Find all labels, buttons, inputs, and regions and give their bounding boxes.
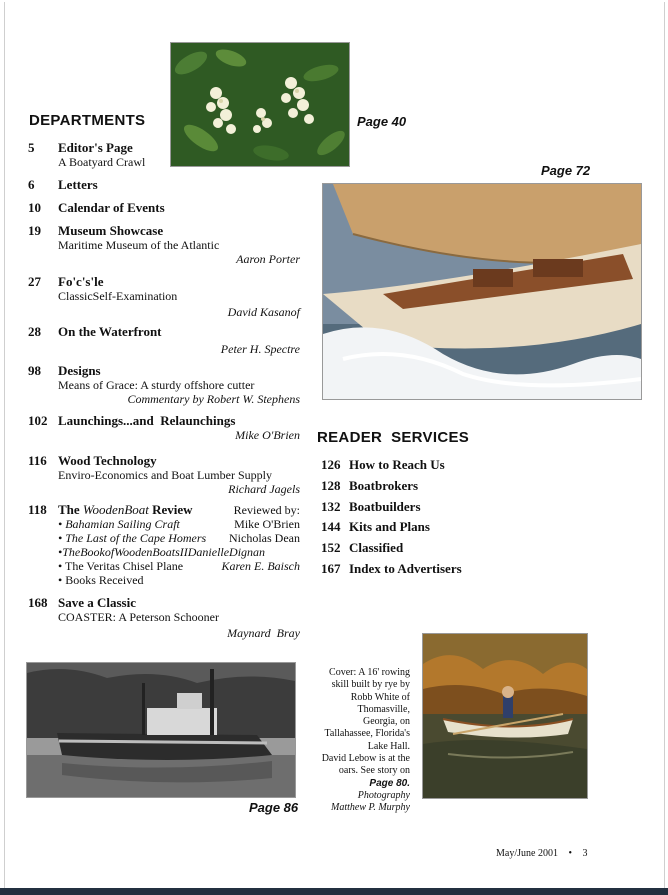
dept-number: 116 — [28, 453, 47, 468]
reader-service-item — [321, 540, 403, 556]
dept-byline: Commentary by Robert W. Stephens — [127, 392, 300, 406]
page-86-label: Page 86 — [249, 800, 299, 815]
dept-title: Fo'c's'le — [58, 274, 104, 289]
cover-caption-line: Robb White of — [350, 691, 410, 703]
dept-title: Wood Technology — [58, 453, 157, 468]
reader-service-label: Kits and Plans — [349, 519, 430, 534]
dept-title: Editor's Page — [58, 140, 133, 155]
dept-number: 28 — [28, 324, 41, 339]
dept-item — [28, 275, 300, 319]
dept-byline: David Kasanof — [227, 305, 300, 319]
dept-title: Calendar of Events — [58, 200, 165, 215]
cover-caption-line: David Lebow is at the — [321, 753, 410, 765]
reader-service-number: 152 — [321, 540, 341, 555]
dept-subtitle: COASTER: A Peterson Schooner — [58, 610, 219, 624]
review-book-title: • Books Received — [58, 573, 144, 587]
review-reviewer: Karen E. Baisch — [221, 559, 300, 573]
dept-number: 6 — [28, 177, 35, 192]
dept-item — [28, 454, 300, 496]
reader-service-number: 132 — [321, 499, 341, 514]
review-title-italic: WoodenBoat — [82, 502, 149, 517]
window-bottom-bar — [0, 888, 668, 895]
dept-byline: Peter H. Spectre — [220, 342, 300, 356]
dept-item — [28, 141, 300, 169]
cover-caption-line: Lake Hall. — [367, 740, 410, 752]
dept-number: 10 — [28, 200, 41, 215]
tugboat-photo — [26, 662, 296, 798]
photo-credit-name: Matthew P. Murphy — [331, 802, 410, 814]
reader-service-item — [321, 519, 430, 535]
dept-byline: Richard Jagels — [228, 482, 300, 496]
dept-byline: Aaron Porter — [236, 252, 300, 266]
cover-caption — [312, 667, 410, 815]
review-item — [28, 573, 300, 587]
save-classic-section — [28, 596, 300, 640]
page-number: 3 — [582, 848, 588, 859]
reader-service-number: 144 — [321, 519, 341, 534]
reader-service-number: 167 — [321, 561, 341, 576]
dept-item — [28, 201, 300, 215]
review-book-title: •TheBookofWoodenBoatsIIDanielleDignan — [58, 545, 266, 559]
review-item — [28, 517, 300, 531]
reader-service-item — [321, 457, 445, 473]
dept-item — [28, 325, 300, 356]
sailboat-photo — [322, 183, 642, 400]
review-book-title: • The Veritas Chisel Plane — [58, 559, 184, 573]
review-item — [28, 545, 300, 559]
page-40-label: Page 40 — [357, 114, 407, 129]
dept-number: 27 — [28, 274, 41, 289]
departments-heading: DEPARTMENTS — [29, 112, 146, 129]
review-item — [28, 531, 300, 545]
review-number: 118 — [28, 502, 47, 517]
dept-title: Save a Classic — [58, 595, 136, 610]
review-title-pre: The — [58, 502, 83, 517]
review-item — [28, 559, 300, 573]
dept-number: 102 — [28, 413, 48, 428]
dept-item — [28, 224, 300, 266]
dept-item — [28, 178, 300, 192]
dept-subtitle: Maritime Museum of the Atlantic — [58, 238, 220, 252]
reader-service-label: Index to Advertisers — [349, 561, 462, 576]
cover-caption-line: oars. See story on — [338, 765, 410, 777]
reader-service-number: 126 — [321, 457, 341, 472]
reader-service-item — [321, 478, 418, 494]
review-reviewer: Nicholas Dean — [229, 531, 300, 545]
dept-subtitle: A Boatyard Crawl — [58, 155, 146, 169]
dept-number: 19 — [28, 223, 41, 238]
reader-service-label: How to Reach Us — [349, 457, 445, 472]
reader-service-label: Boatbrokers — [349, 478, 419, 493]
dept-title: Museum Showcase — [58, 223, 164, 238]
reader-service-label: Boatbuilders — [349, 499, 421, 514]
cover-caption-line: skill built by rye by — [331, 679, 410, 691]
review-reviewer: Mike O'Brien — [234, 517, 300, 531]
photo-credit-label: Photography — [357, 789, 410, 801]
issue-date: May/June 2001 — [496, 848, 558, 859]
dept-title: Launchings...and Relaunchings — [58, 413, 236, 428]
reader-services-heading: READER SERVICES — [317, 429, 470, 446]
dept-byline: Mike O'Brien — [235, 428, 300, 442]
cover-caption-line: Cover: A 16' rowing — [329, 667, 410, 678]
rowing-skiff-photo — [422, 633, 588, 799]
dept-number: 5 — [28, 140, 35, 155]
dept-subtitle: Enviro-Economics and Boat Lumber Supply — [58, 468, 272, 482]
dept-item — [28, 364, 300, 406]
footer-bullet: • — [568, 848, 572, 859]
dept-number: 168 — [28, 595, 48, 610]
page-72-label: Page 72 — [541, 163, 591, 178]
dept-title: Designs — [58, 363, 101, 378]
reader-service-number: 128 — [321, 478, 341, 493]
cover-caption-line: Georgia, on — [362, 716, 410, 728]
reader-service-label: Classified — [349, 540, 404, 555]
reader-service-item — [321, 499, 421, 515]
dept-byline: Maynard Bray — [227, 626, 300, 640]
cover-page-ref: Page 80. — [369, 777, 410, 789]
page-footer — [496, 848, 587, 859]
review-book-title: • Bahamian Sailing Craft — [58, 517, 180, 531]
reviewed-by-label: Reviewed by: — [233, 503, 300, 517]
review-title-post: Review — [148, 502, 193, 517]
reader-service-item — [321, 561, 462, 577]
dept-number: 98 — [28, 363, 41, 378]
dept-item — [28, 414, 300, 442]
dept-subtitle: Means of Grace: A sturdy offshore cutter — [58, 378, 255, 392]
cover-caption-line: Thomasville, — [357, 703, 410, 715]
dept-subtitle: ClassicSelf-Examination — [58, 289, 178, 303]
cover-caption-line: Tallahassee, Florida's — [324, 728, 410, 740]
review-section — [28, 503, 300, 587]
dept-title: On the Waterfront — [58, 324, 162, 339]
dept-title: Letters — [58, 177, 98, 192]
review-book-title: • The Last of the Cape Homers — [58, 531, 207, 545]
